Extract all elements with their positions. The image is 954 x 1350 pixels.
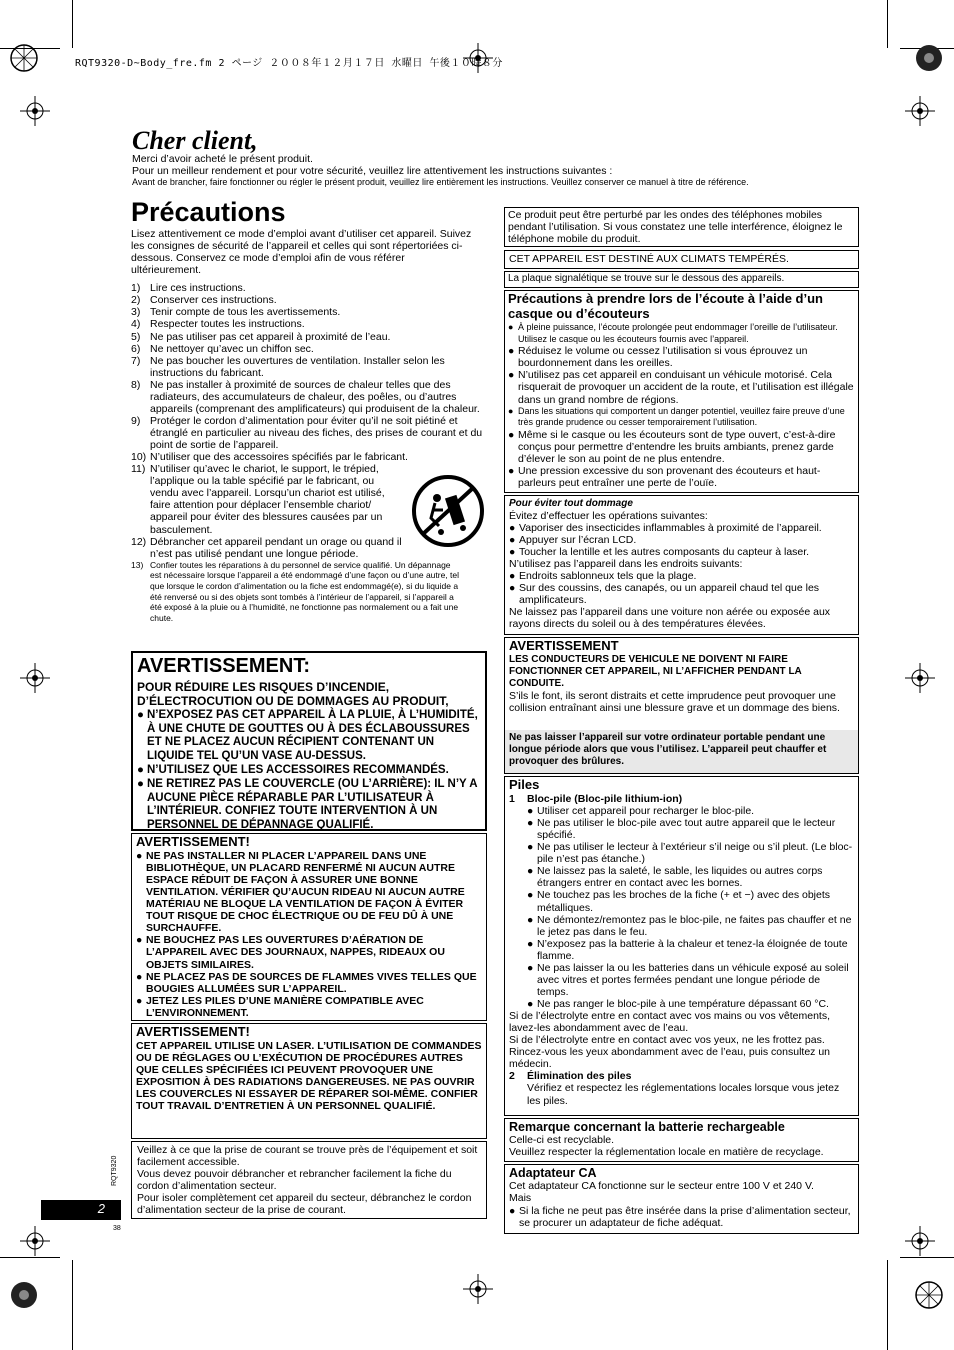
warning-box-ventilation: AVERTISSEMENT! ● NE PAS INSTALLER NI PLACER L’APPAREIL DANS UNE BIBLIOTHÈQUE, UN PLACARD RENFERMÉ NI AUCUN AUTRE ESPACE RÉDUIT DE FAÇON À ASSURER UNE BONNE VENTILATION. VÉRIFIER QU’AUCUN RIDEAU NI AUCUN AUTRE MATÉRIAU NE BLOQUE LA VENTILATION DE FAÇON À ÉVITER TOUT RISQUE DE CHOC ÉLECTRIQUE OU DE FEU DÛ À UNE SURCHAUFFE. ● NE BOUCHEZ PAS LES OUVERTURES D’AÉRATION DE L’APPAREIL AVEC DES JOURNAUX, NAPPES, RIDEAUX OU OBJETS SIMILAIRES. ● NE PLACEZ PAS DE SOURCES DE FLAMMES VIVES TELLES QUE BOUGIES ALLUMÉES SUR L’APPAREIL. ● JETEZ LES PILES D’UNE MANIÈRE COMPATIBLE AVEC L’ENVIRONNEMENT.: [131, 833, 487, 1021]
list-item: ● Réduisez le volume ou cessez l’utilisation si vous éprouvez un bourdonnement dans les oreilles.: [508, 345, 808, 370]
instruction-list: [131, 282, 487, 623]
batteries-box: Piles 1 Bloc-pile (Bloc-pile lithium-ion) ● Utiliser cet appareil pour recharger le bloc-pile. ● Ne pas utiliser le bloc-pile avec tout autre appareil que le lecteur spécifié. ● Ne pas utiliser le lecteur à l’extérieur s’il neige ou s’il pleut. (Le bloc-pile n’est pas étanche.) ● Ne laissez pas la saleté, le sable, les liquides ou autres corps étrangers entrer en contact avec les bornes. ● Ne touchez pas les broches de la fiche (+ et −) avec des objets métalliques. ● Ne démontez/remontez pas le bloc-pile, ne faites pas chauffer et ne le jetez pas dans le feu. ● N’exposez pas la batterie à la chaleur et tenez-la éloignée de toute flamme. ● Ne pas laisser la ou les batteries dans un véhicule exposé au soleil avec vitres et portes fermées pendant une longue période de temps. ● Ne pas ranger le bloc-pile à une température dépassant 60 °C. Si de l’électrolyte entre en contact avec vos mains ou vos vêtements, lavez-les abondamment avec de l’eau. Si de l’électrolyte entre en contact avec vos yeux, ne les frottez pas. Rincez-vous les yeux abondamment avec de l’eau, puis consultez un médecin. 2 Élimination des piles Vérifiez et respectez les réglementations locales lorsque vous jetez les piles.: [504, 776, 859, 1116]
list-item: ● Ne pas utiliser le bloc-pile avec tout autre appareil que le lecteur spécifié.: [527, 817, 836, 842]
page-title: Précautions: [131, 197, 286, 227]
list-item: 4) Respecter toutes les instructions.: [131, 318, 305, 331]
file-header: RQT9320-D~Body_fre.fm 2 ページ ２００８年１２月１７日 水曜日 午後１０時８分: [75, 58, 503, 69]
rechargeable-box: Remarque concernant la batterie rechargeable Celle-ci est recyclable. Veuillez respecter la réglementation locale en matière de recyclage.: [504, 1118, 859, 1162]
list-item: ● N’UTILISEZ QUE LES ACCESSOIRES RECOMMANDÉS.: [137, 763, 449, 776]
list-item: 11) N’utiliser qu’avec le chariot, le support, le trépied, l’applique ou la table spécifié par le fabricant, ou vendu avec l’appareil. Lorsqu’un chariot est utilisé, faire attention pour déplacer l’ensemble chariot/ appareil pour éviter des blessures causées par un basculement.: [131, 463, 385, 536]
cart-tip-warning-icon: [411, 474, 485, 548]
laptop-note: Ne pas laisser l’appareil sur votre ordinateur portable pendant une longue période alors que vous l’utilisez. L’appareil peut chauffer et provoquer des brûlures.: [505, 730, 858, 773]
list-item: 7) Ne pas boucher les ouvertures de ventilation. Installer selon les instructions du fabricant.: [131, 354, 445, 379]
registration-mark-icon: [914, 1280, 944, 1310]
list-item: 12) Débrancher cet appareil pendant un orage ou quand il n’est pas utilisé pendant une longue période.: [131, 535, 402, 560]
registration-mark-icon: [905, 1226, 935, 1256]
list-item: ● JETEZ LES PILES D’UNE MANIÈRE COMPATIBLE AVEC L’ENVIRONNEMENT.: [136, 994, 424, 1019]
greeting-title: Cher client,: [132, 126, 258, 155]
list-item: ● N’utilisez pas cet appareil en conduisant un véhicule motorisé. Cela risquerait de provoquer un accident de la route, et l’utilisation est illégale dans un grand nombre de régions.: [508, 369, 854, 406]
list-item: ● Dans les situations qui comportent un danger potentiel, veuillez faire preuve d’une très grande prudence ou cesser temporairement l’utilisation.: [508, 405, 845, 428]
intro-text: Merci d’avoir acheté le présent produit. Pour un meilleur rendement et pour votre sécurité, veuillez lire attentivement les instructions suivantes : Avant de brancher, faire fonctionner ou régler le présent produit, veuillez lire entièrement les instructions. Veuillez conserver ce manuel à titre de référence.: [132, 153, 749, 188]
page-small-number: 38: [113, 1225, 121, 1232]
damage-box: Pour éviter tout dommage Évitez d’effectuer les opérations suivantes: ● Vaporiser des insecticides inflammables à proximité de l’appareil. ● Appuyer sur l’écran LCD. ● Toucher la lentille et les autres composants du capteur à laser. N’utilisez pas l’appareil dans les endroits suivants: ● Endroits sablonneux tels que la plage. ● Sur des coussins, des canapés, ou un appareil chaud tel que les amplificateurs. Ne laissez pas l’appareil dans une voiture non aérée ou exposée aux rayons directs du soleil ou à des températures élevées.: [504, 495, 859, 635]
list-item: ● Si la fiche ne peut pas être insérée dans la prise d’alimentation secteur, se procurer un adaptateur de fiche adéquat.: [509, 1204, 851, 1229]
outlet-note-box: Veillez à ce que la prise de courant se trouve près de l’équipement et soit facilement accessible. Vous devez pouvoir débrancher et rebrancher facilement la fiche du cordon d’alimentation secteur. Pour isoler complètement cet appareil du secteur, débranchez le cordon d’alimentation secteur de la prise de courant.: [131, 1141, 487, 1219]
list-item: ● N’EXPOSEZ PAS CET APPAREIL À LA PLUIE, À L’HUMIDITÉ, À UNE CHUTE DE GOUTTES OU À DES ÉCLABOUSSURES ET NE PLACEZ AUCUN RÉCIPIENT CONTENANT UN LIQUIDE TEL QU’UN VASE AU-DESSUS.: [137, 708, 478, 763]
list-item: ● Toucher la lentille et les autres composants du capteur à laser.: [509, 545, 810, 558]
registration-mark-icon: [905, 96, 935, 126]
list-item: 9) Protéger le cordon d’alimentation pour éviter qu’il ne soit piétiné et étranglé en particulier au niveau des fiches, des prises de courant et du point de sortie de l’appareil.: [131, 414, 483, 452]
list-item: ● Ne laissez pas la saleté, le sable, les liquides ou autres corps étrangers entrer en contact avec les bornes.: [527, 865, 823, 890]
list-item: ● Ne touchez pas les broches de la fiche (+ et −) avec des objets métalliques.: [527, 889, 831, 914]
list-item: ● Ne démontez/remontez pas le bloc-pile, ne faites pas chauffer et ne le jetez pas dans le feu.: [527, 913, 852, 938]
registration-mark-icon: [9, 1280, 39, 1310]
list-item: ● NE BOUCHEZ PAS LES OUVERTURES D’AÉRATION DE L’APPAREIL AVEC DES JOURNAUX, NAPPES, RIDEAUX OU OBJETS SIMILAIRES.: [136, 934, 445, 971]
list-item: ● Sur des coussins, des canapés, ou un appareil chaud tel que les amplificateurs.: [509, 581, 820, 606]
list-item: 8) Ne pas installer à proximité de sources de chaleur telles que des radiateurs, des accumulateurs de chaleur, des poêles, ou d’autres appareils (comprenant des amplificateurs) qui produisent de la chaleur.: [131, 378, 480, 415]
list-item: ● Ne pas ranger le bloc-pile à une température dépassant 60 °C.: [527, 998, 829, 1010]
list-item: ● Ne pas utiliser le lecteur à l’extérieur s’il neige ou s’il pleut. (Le bloc-pile n’est pas étanche.): [527, 841, 853, 866]
phones-note-box: Ce produit peut être perturbé par les ondes des téléphones mobiles pendant l’utilisation. Si vous constatez une telle interférence, éloignez le téléphone mobile du produit.: [504, 207, 859, 247]
list-item: ● Appuyer sur l’écran LCD.: [509, 533, 637, 546]
registration-mark-icon: [914, 43, 944, 73]
registration-mark-icon: [9, 43, 39, 73]
list-item: 3) Tenir compte de tous les avertissements.: [131, 306, 341, 319]
list-item: ● Utiliser cet appareil pour recharger le bloc-pile.: [527, 805, 755, 817]
climate-note-box: CET APPAREIL EST DESTINÉ AUX CLIMATS TEMPÉRÉS.: [504, 250, 859, 269]
left-column: [131, 228, 487, 623]
page-number: 2: [41, 1200, 121, 1220]
registration-mark-icon: [20, 663, 50, 693]
list-item: 5) Ne pas utiliser pas cet appareil à proximité de l’eau.: [131, 330, 391, 343]
registration-mark-icon: [905, 663, 935, 693]
list-item: ● Ne pas laisser la ou les batteries dans un véhicule exposé au soleil avec vitres et portes fermées pendant une longue période de temps.: [527, 961, 849, 998]
list-item: 6) Ne nettoyer qu’avec un chiffon sec.: [131, 342, 314, 355]
list-item: 2) Conserver ces instructions.: [131, 294, 277, 307]
list-item: ● NE PLACEZ PAS DE SOURCES DE FLAMMES VIVES TELLES QUE BOUGIES ALLUMÉES SUR L’APPAREIL.: [136, 970, 477, 995]
list-item: 10) N’utiliser que des accessoires spécifiés par le fabricant.: [131, 451, 408, 464]
registration-mark-icon: [20, 96, 50, 126]
list-item: ● Vaporiser des insecticides inflammables à proximité de l’appareil.: [509, 521, 822, 534]
precautions-intro: Lisez attentivement ce mode d’emploi avant d’utiliser cet appareil. Suivez les consignes de sécurité de l’appareil et celles qui sont répertoriées ci-dessous. Conservez ce mode d’emploi afin de vous référer ultérieurement.: [131, 228, 472, 277]
warning-box-laser: AVERTISSEMENT! CET APPAREIL UTILISE UN LASER. L’UTILISATION DE COMMANDES OU DE RÉGLAGES OU L’EXÉCUTION DE PROCÉDURES AUTRES QUE CELLES SPÉCIFIÉES ICI PEUVENT PROVOQUER UNE EXPOSITION À DES RADIATIONS DANGEREUSES. NE PAS OUVRIR LES COUVERCLES NI ESSAYER DE RÉPARER SOI-MÊME. CONFIER TOUT TRAVAIL D’ENTRETIEN À UN PERSONNEL QUALIFIÉ.: [131, 1023, 487, 1139]
registration-mark-icon: [20, 1226, 50, 1256]
list-item: ● Endroits sablonneux tels que la plage.: [509, 569, 697, 582]
ac-adapter-box: Adaptateur CA Cet adaptateur CA fonctionne sur le secteur entre 100 V et 240 V. Mais ● Si la fiche ne peut pas être insérée dans la prise d’alimentation secteur, se procurer un adaptateur de fiche adéquat.: [504, 1164, 859, 1234]
list-item: ● NE RETIREZ PAS LE COUVERCLE (OU L’ARRIÈRE): IL N’Y A AUCUNE PIÈCE RÉPARABLE PAR L’UTILISATEUR À L’INTÉRIEUR. CONFIEZ TOUTE INTERVENTION À UN PERSONNEL DE DÉPANNAGE QUALIFIÉ.: [137, 777, 478, 832]
side-code: RQT9320: [111, 1155, 118, 1186]
plate-note-box: La plaque signalétique se trouve sur le dessous des appareils.: [504, 271, 859, 288]
registration-mark-icon: [463, 1274, 493, 1304]
list-item: ● Même si le casque ou les écouteurs sont de type ouvert, c’est-à-dire conçus pour permettre d’entendre les bruits ambiants, prenez garde d’élever le son au point de ne plus entendre.: [508, 428, 836, 466]
list-item: ● Une pression excessive du son provenant des écouteurs et haut-parleurs peut entraîner une perte de l’ouïe.: [508, 465, 821, 490]
warning-title: AVERTISSEMENT:: [137, 655, 310, 677]
list-item: ● À pleine puissance, l’écoute prolongée peut endommager l’oreille de l’utilisateur. Utilisez le casque ou les écouteurs fournis avec l’appareil.: [508, 321, 838, 344]
headphones-box: Précautions à prendre lors de l’écoute à l’aide d’un casque ou d’écouteurs ● À pleine puissance, l’écoute prolongée peut endommager l’oreille de l’utilisateur. Utilisez le casque ou les écouteurs fournis avec l’appareil. ● Réduisez le volume ou cessez l’utilisation si vous éprouvez un bourdonnement dans les oreilles. ● N’utilisez pas cet appareil en conduisant un véhicule motorisé. Cela risquerait de provoquer un accident de la route, et l’utilisation est illégale dans un grand nombre de régions. ● Dans les situations qui comportent un danger potentiel, veuillez faire preuve d’une très grande prudence ou cesser temporairement l’utilisation. ● Même si le casque ou les écouteurs sont de type ouvert, c’est-à-dire conçus pour permettre d’entendre les bruits ambiants, prenez garde d’élever le son au point de ne plus entendre. ● Une pression excessive du son provenant des écouteurs et haut-parleurs peut entraîner une perte de l’ouïe.: [504, 290, 859, 493]
list-item: 13) Confier toutes les réparations à du personnel de service qualifié. Un dépannage est nécessaire lorsque l’appareil a été endommagé d’une façon ou d’une autre, tel que lorsque le cordon d’alimentation ou la fiche est endommagé(e), si du liquide a été renversé ou si des objets sont tombés à l’intérieur de l’appareil, si l’appareil a été exposé à la pluie ou à l’humidité, ne fonctionne pas normalement ou a fait une chute.: [131, 559, 460, 623]
list-item: ● NE PAS INSTALLER NI PLACER L’APPAREIL DANS UNE BIBLIOTHÈQUE, UN PLACARD RENFERMÉ NI AUCUN AUTRE ESPACE RÉDUIT DE FAÇON À ASSURER UNE BONNE VENTILATION. VÉRIFIER QU’AUCUN RIDEAU NI AUCUN AUTRE MATÉRIAU NE BLOQUE LA VENTILATION DE FAÇON À ÉVITER TOUT RISQUE DE CHOC ÉLECTRIQUE OU DE FEU DÛ À UNE SURCHAUFFE.: [136, 849, 465, 935]
driving-warning-box: AVERTISSEMENT LES CONDUCTEURS DE VEHICULE NE DOIVENT NI FAIRE FONCTIONNER CET APPAREIL, NI L’AFFICHER PENDANT LA CONDUITE. S’ils le font, ils seront distraits et cette imprudence peut provoquer une collision entraînant ainsi une blessure grave et un dommage des biens.: [504, 637, 859, 774]
list-item: 1) Lire ces instructions.: [131, 282, 246, 295]
warning-box-main: AVERTISSEMENT: POUR RÉDUIRE LES RISQUES D’INCENDIE, D’ÉLECTROCUTION OU DE DOMMAGES AU PRODUIT, ● N’EXPOSEZ PAS CET APPAREIL À LA PLUIE, À L’HUMIDITÉ, À UNE CHUTE DE GOUTTES OU À DES ÉCLABOUSSURES ET NE PLACEZ AUCUN RÉCIPIENT CONTENANT UN LIQUIDE TEL QU’UN VASE AU-DESSUS. ● N’UTILISEZ QUE LES ACCESSOIRES RECOMMANDÉS. ● NE RETIREZ PAS LE COUVERCLE (OU L’ARRIÈRE): IL N’Y A AUCUNE PIÈCE RÉPARABLE PAR L’UTILISATEUR À L’INTÉRIEUR. CONFIEZ TOUTE INTERVENTION À UN PERSONNEL DE DÉPANNAGE QUALIFIÉ.: [131, 651, 487, 831]
list-item: ● N’exposez pas la batterie à la chaleur et tenez-la éloignée de toute flamme.: [527, 937, 848, 962]
